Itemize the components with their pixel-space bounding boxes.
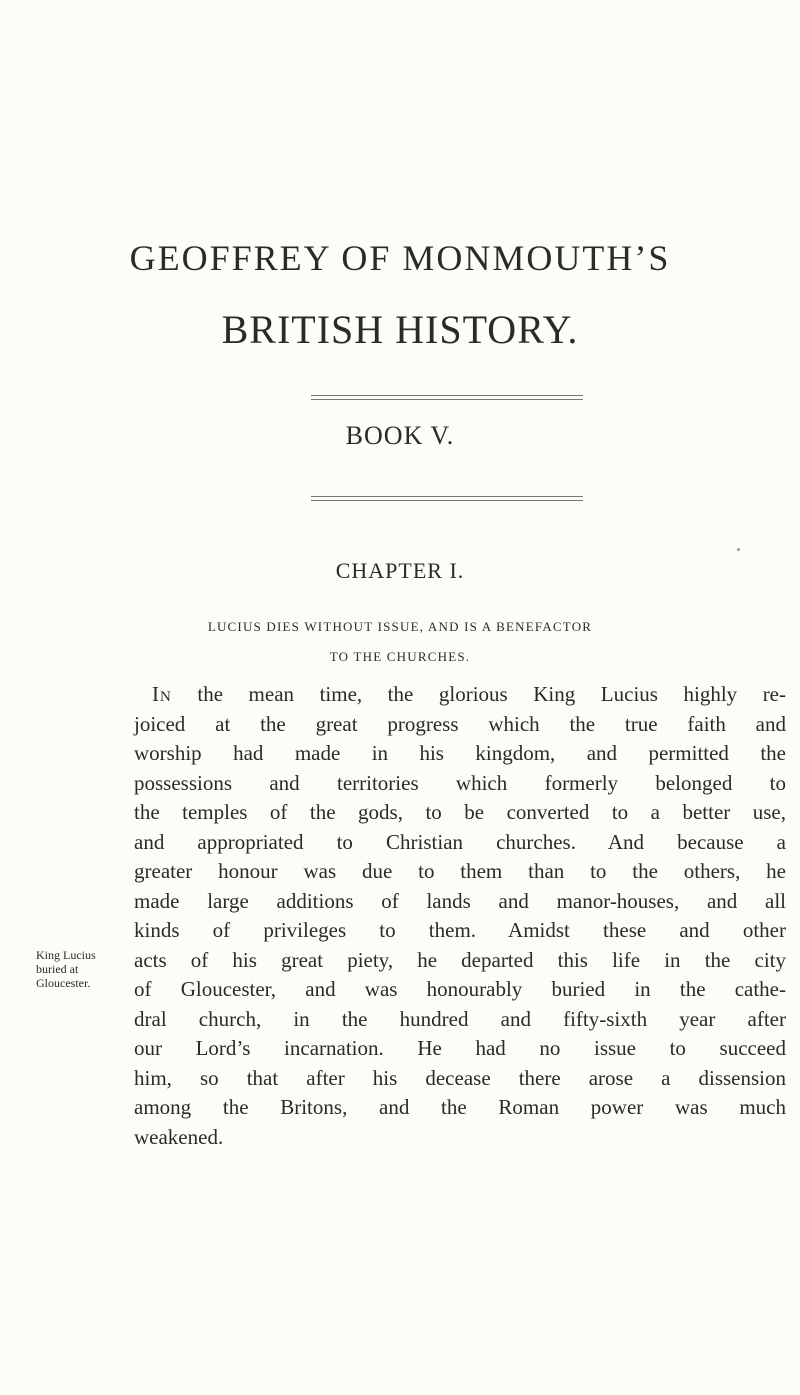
body-paragraph: [134, 680, 786, 1152]
margin-note-line: Gloucester.: [36, 976, 91, 990]
book-heading: BOOK V.: [345, 421, 455, 450]
body-line: possessions and territories which formerly belonged to: [134, 770, 786, 795]
body-line: him, so that after his decease there arose a dissension: [134, 1065, 786, 1090]
body-line: kinds of privileges to them. Amidst these and other: [134, 918, 786, 942]
chapter-heading: CHAPTER I.: [335, 558, 465, 583]
chapter-summary-line-2: TO THE CHURCHES.: [329, 649, 471, 664]
body-line: among the Britons, and the Roman power was much: [134, 1095, 786, 1119]
double-rule-top: [311, 395, 583, 400]
body-line: made large additions of lands and manor-houses, and all: [134, 888, 786, 913]
margin-note-line: buried at: [36, 962, 79, 976]
body-line: of Gloucester, and was honourably buried in the cathe-: [134, 977, 786, 1001]
body-line: worship had made in his kingdom, and permitted the: [134, 741, 786, 765]
chapter-summary-line-1: LUCIUS DIES WITHOUT ISSUE, AND IS A BENEFACTOR: [207, 619, 593, 634]
body-line: acts of his great piety, he departed this life in the city: [134, 947, 786, 972]
page-speck: [737, 548, 740, 551]
body-line: our Lord’s incarnation. He had no issue to succeed: [134, 1036, 786, 1060]
margin-note: [36, 948, 132, 990]
body-line: dral church, in the hundred and fifty-sixth year after: [134, 1006, 786, 1031]
body-line: the temples of the gods, to be converted to a better use,: [134, 800, 786, 824]
body-line: greater honour was due to them than to the others, he: [134, 859, 786, 883]
work-title-line2: BRITISH HISTORY.: [221, 307, 579, 352]
body-line: In the mean time, the glorious King Lucius highly re-: [152, 682, 786, 706]
margin-note-line: King Lucius: [36, 948, 96, 962]
body-line: weakened.: [134, 1124, 224, 1149]
double-rule-bottom: [311, 496, 583, 501]
work-title-line1: GEOFFREY OF MONMOUTH’S: [129, 238, 671, 278]
body-line: joiced at the great progress which the true faith and: [134, 711, 786, 736]
body-line: and appropriated to Christian churches. And because a: [134, 829, 786, 854]
